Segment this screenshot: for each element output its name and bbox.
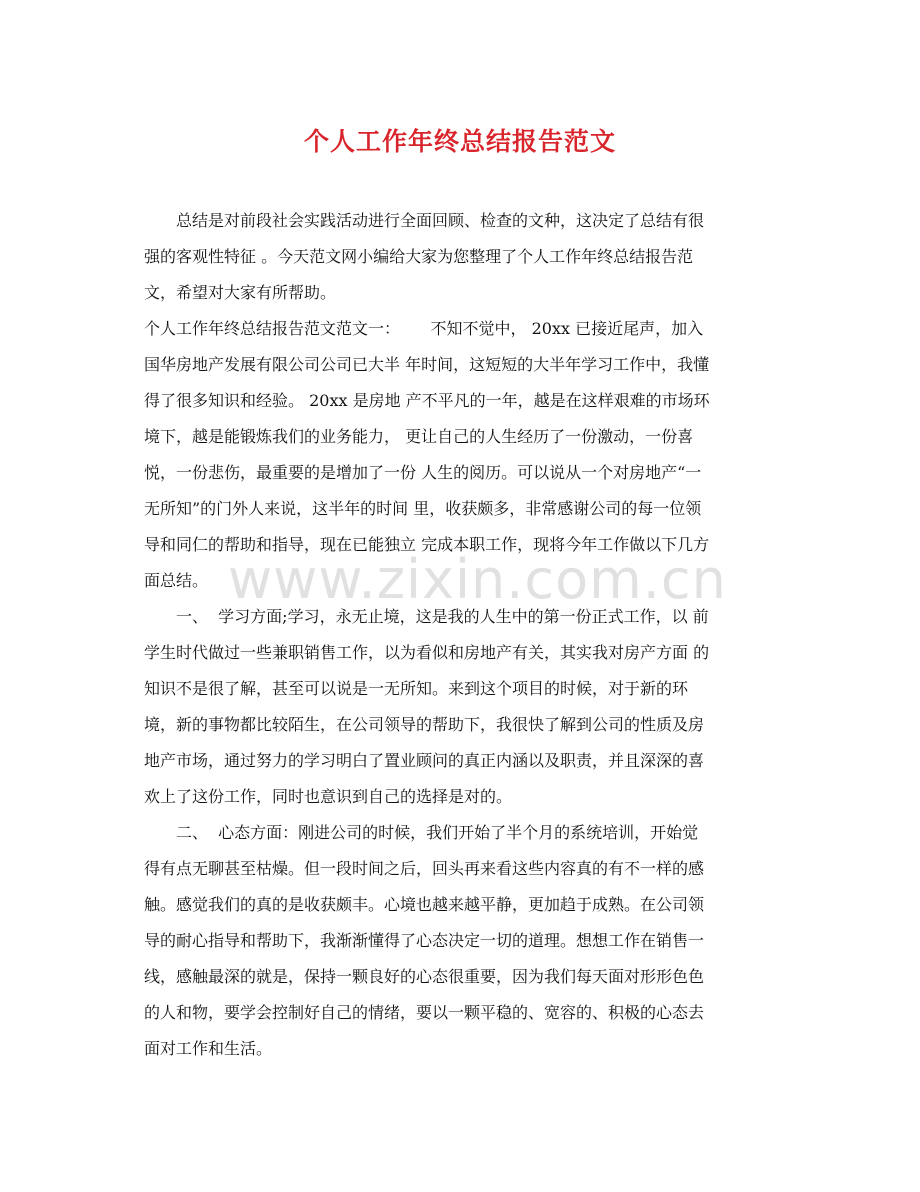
paragraph-line: 境，新的事物都比较陌生，在公司领导的帮助下，我很快了解到公司的性质及房: [144, 715, 705, 734]
paragraph-line: 导的耐心指导和帮助下，我渐渐懂得了心态决定一切的道理。想想工作在销售一: [144, 931, 705, 950]
paragraph-line: 导和同仁的帮助和指导，现在已能独立 完成本职工作，现将今年工作做以下几方: [144, 535, 710, 554]
paragraph-line: 悦，一份悲伤，最重要的是增加了一份 人生的阅历。可以说从一个对房地产“一: [144, 463, 702, 482]
paragraph-line: 触。感觉我们的真的是收获颇丰。心境也越来越平静，更加趋于成熟。在公司领: [144, 895, 705, 914]
paragraph-line: 学生时代做过一些兼职销售工作，以为看似和房地产有关，其实我对房产方面 的: [144, 643, 710, 662]
paragraph-line: 的人和物，要学会控制好自己的情绪，要以一颗平稳的、宽容的、积极的心态去: [144, 1003, 705, 1022]
paragraph-line: 文，希望对大家有所帮助。: [144, 283, 337, 302]
paragraph-line: 国华房地产发展有限公司公司已大半 年时间，这短短的大半年学习工作中，我懂: [144, 355, 710, 374]
paragraph-line: 面对工作和生活。: [144, 1039, 273, 1058]
paragraph-line: 境下，越是能锻炼我们的业务能力， 更让自己的人生经历了一份激动，一份喜: [144, 427, 694, 446]
watermark: www.zixin.com.cn: [228, 548, 727, 611]
paragraph-line: 面总结。: [144, 571, 209, 590]
paragraph-line: 个人工作年终总结报告范文范文一： 不知不觉中， 20xx 已接近尾声，加入: [144, 319, 704, 338]
paragraph-line: 线，感触最深的就是，保持一颗良好的心态很重要，因为我们每天面对形形色色: [144, 967, 705, 986]
paragraph-line: 知识不是很了解，甚至可以说是一无所知。来到这个项目的时候，对于新的环: [144, 679, 689, 698]
paragraph-line: 得了很多知识和经验。 20xx 是房地 产不平凡的一年，越是在这样艰难的市场环: [144, 391, 710, 410]
paragraph-line: 欢上了这份工作，同时也意识到自己的选择是对的。: [144, 787, 513, 806]
paragraph-line: 一、 学习方面;学习，永无止境，这是我的人生中的第一份正式工作，以 前: [176, 607, 709, 626]
paragraph-line: 得有点无聊甚至枯燥。但一段时间之后，回头再来看这些内容真的有不一样的感: [144, 859, 705, 878]
paragraph-line: 地产市场，通过努力的学习明白了置业顾问的真正内涵以及职责，并且深深的喜: [144, 751, 705, 770]
paragraph-line: 无所知”的门外人来说，这半年的时间 里，收获颇多，非常感谢公司的每一位领: [144, 499, 702, 518]
paragraph-line: 强的客观性特征 。今天范文网小编给大家为您整理了个人工作年终总结报告范: [144, 247, 694, 266]
paragraph-line: 二、 心态方面：刚进公司的时候，我们开始了半个月的系统培训，开始觉: [176, 823, 699, 842]
page-title: 个人工作年终总结报告范文: [303, 127, 616, 156]
paragraph-line: 总结是对前段社会实践活动进行全面回顾、检查的文种，这决定了总结有很: [176, 211, 705, 230]
document-body: [144, 203, 774, 1067]
